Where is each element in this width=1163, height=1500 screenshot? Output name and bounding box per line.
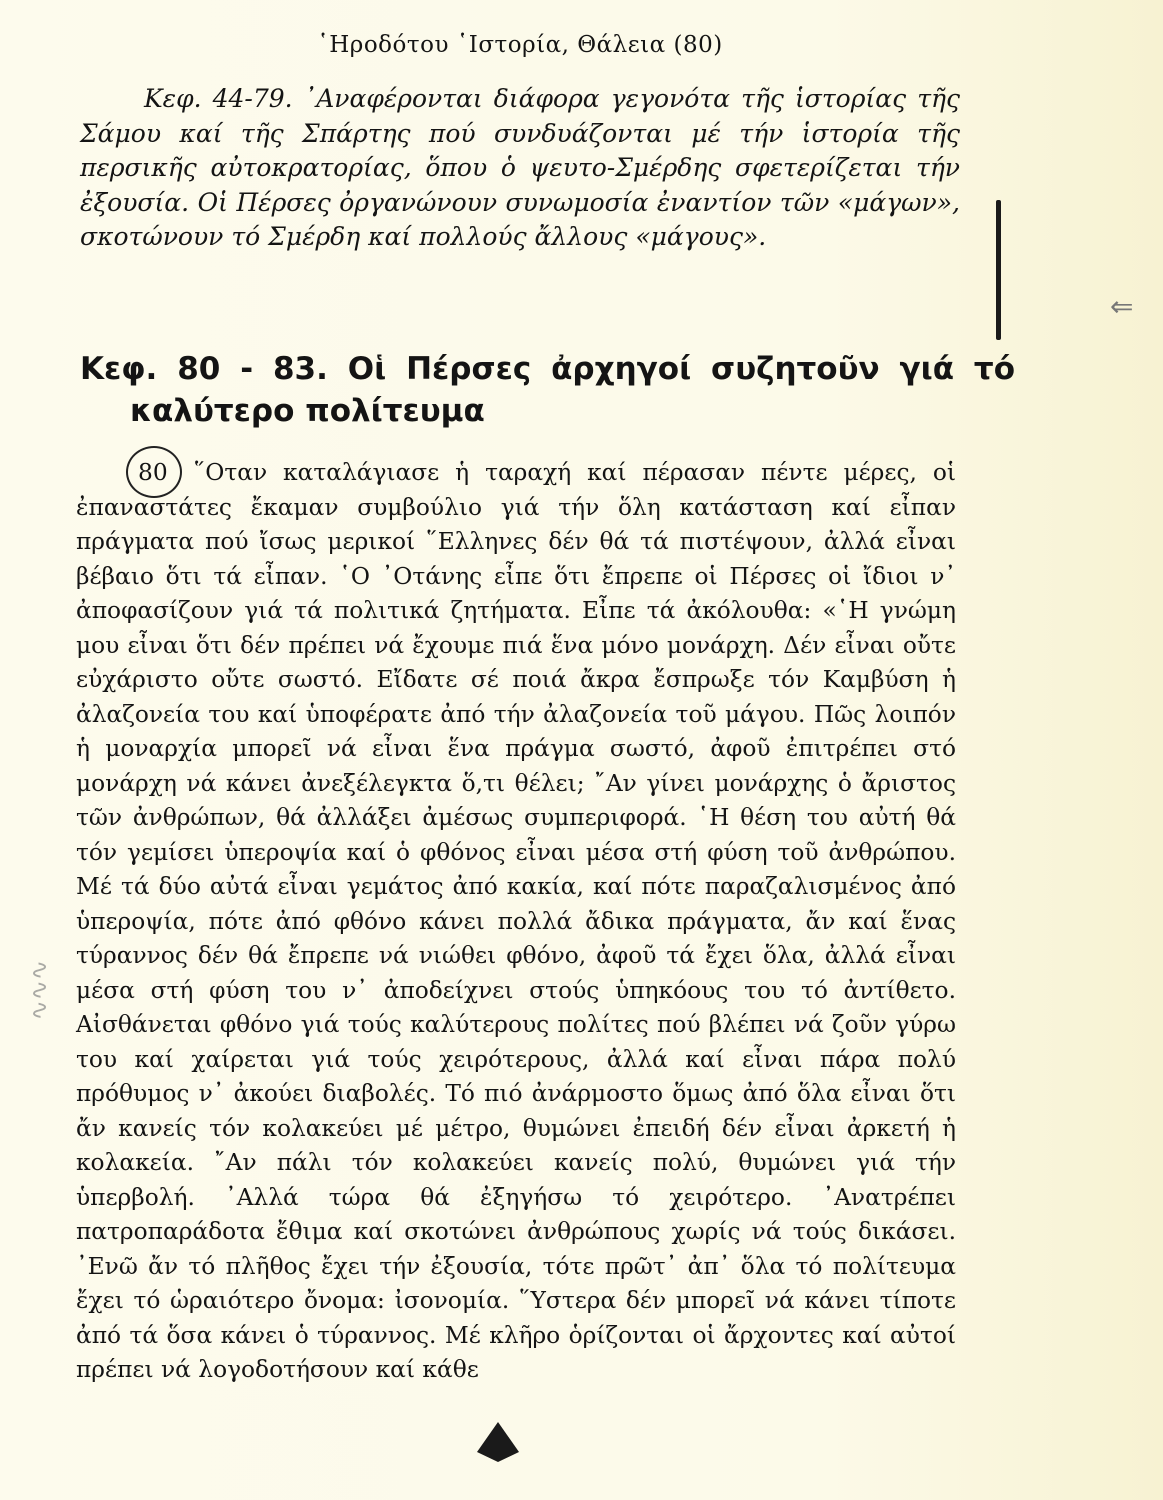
handwritten-scribble-icon: ∿∿∿ bbox=[26, 960, 54, 1021]
page-turn-icon[interactable] bbox=[477, 1422, 519, 1452]
margin-arrow-icon: ⇐ bbox=[1110, 290, 1134, 323]
body-text: ῞Οταν καταλάγιασε ἡ ταραχή καί πέρασαν πέντε μέρες, οἱ ἐπαναστάτες ἔκαμαν συμβούλιο γιά τήν ὅλη κατάσταση καί εἶπαν πράγματα πού ἴσως μερικοί ῞Ελληνες δέν θά τά πιστέψουν, ἀλλά εἶναι βέβαιο ὅτι τά εἶπαν. ῾Ο ᾿Οτάνης εἶπε ὅτι ἔπρεπε οἱ Πέρσες οἱ ἴδιοι ν᾿ ἀποφασίζουν γιά τά πολιτικά ζητήματα. Εἶπε τά ἀκόλουθα: «῾Η γνώμη μου εἶναι ὅτι δέν πρέπει νά ἔχουμε πιά ἕνα μόνο μονάρχη. Δέν εἶναι οὔτε εὐχάριστο οὔτε σωστό. Εἴδατε σέ ποιά ἄκρα ἔσπρωξε τόν Καμβύση ἡ ἀλαζονεία του καί ὑποφέρατε ἀπό τήν ἀλαζονεία τοῦ μάγου. Πῶς λοιπόν ἡ μοναρχία μπορεῖ νά εἶναι ἕνα πράγμα σωστό, ἀφοῦ ἐπιτρέπει στό μονάρχη νά κάνει ἀνεξέλεγκτα ὅ,τι θέλει; ῎Αν γίνει μονάρχης ὁ ἄριστος τῶν ἀνθρώπων, θά ἀλλάξει ἀμέσως συμπεριφορά. ῾Η θέση του αὐτή θά τόν γεμίσει ὑπεροψία καί ὁ φθόνος εἶναι μέσα στή φύση τοῦ ἀνθρώπου. Μέ τά δύο αὐτά εἶναι γεμάτος ἀπό κακία, καί πότε παραζαλισμένος ἀπό ὑπεροψία, πότε ἀπό φθόνο κάνει πολλά ἄδικα πράγματα, ἄν καί ἕνας τύραννος δέν θά ἔπρεπε νά νιώθει φθόνο, ἀφοῦ τά ἔχει ὅλα, ἀλλά εἶναι μέσα στή φύση του ν᾿ ἀποδείχνει στούς ὑπηκόους του τό ἀντίθετο. Αἰσθάνεται φθόνο γιά τούς καλύτερους πολίτες πού βλέπει νά ζοῦν γύρω του καί χαίρεται γιά τούς χειρότερους, ἀλλά καί εἶναι πάρα πολύ πρόθυμος ν᾿ ἀκούει διαβολές. Τό πιό ἀνάρμοστο ὅμως ἀπό ὅλα εἶναι ὅτι ἄν κανείς τόν κολακεύει μέ μέτρο, θυμώνει ἐπειδή δέν εἶναι ἀρκετή ἡ κολακεία. ῎Αν πάλι τόν κολακεύει κανείς πολύ, θυμώνει γιά τήν ὑπερβολή. ᾿Αλλά τώρα θά ἐξηγήσω τό χειρότερο. ᾿Ανατρέπει πατροπαράδοτα ἔθιμα καί σκοτώνει ἀνθρώπους χωρίς νά τούς δικάσει. ᾿Ενῶ ἄν τό πλῆθος ἔχει τήν ἐξουσία, τότε πρῶτ᾿ ἀπ᾿ ὅλα τό πολίτευμα ἔχει τό ὡραιότερο ὄνομα: ἰσονομία. ῞Υστερα δέν μπορεῖ νά κάνει τίποτε ἀπό τά ὅσα κάνει ὁ τύραννος. Μέ κλῆρο ὁρίζονται οἱ ἄρχοντες καί αὐτοί πρέπει νά λογοδοτήσουν καί κάθε bbox=[76, 459, 956, 1383]
section-heading: Κεφ. 80 - 83. Οἱ Πέρσες ἀρχηγοί συζητοῦν γιά τό καλύτερο πολίτευμα bbox=[80, 351, 1015, 429]
chapter-number: 80 bbox=[134, 456, 172, 491]
chapter-summary: Κεφ. 44-79. ᾿Αναφέρονται διάφορα γεγονότα τῆς ἱστορίας τῆς Σάμου καί τῆς Σπάρτης πού συνδυάζονται μέ τήν ἱστορία τῆς περσικῆς αὐτοκρατορίας, ὅπου ὁ ψευτο-Σμέρδης σφετερίζεται τήν ἐξουσία. Οἱ Πέρσες ὀργανώνουν συνωμοσία ἐναντίον τῶν «μάγων», σκοτώνουν τό Σμέρδη καί πολλούς ἄλλους «μάγους». bbox=[80, 84, 960, 251]
body-paragraph bbox=[76, 456, 956, 1388]
running-head: ῾Ηροδότου ῾Ιστορία, Θάλεια (80) bbox=[317, 32, 723, 58]
margin-mark bbox=[996, 200, 1001, 340]
